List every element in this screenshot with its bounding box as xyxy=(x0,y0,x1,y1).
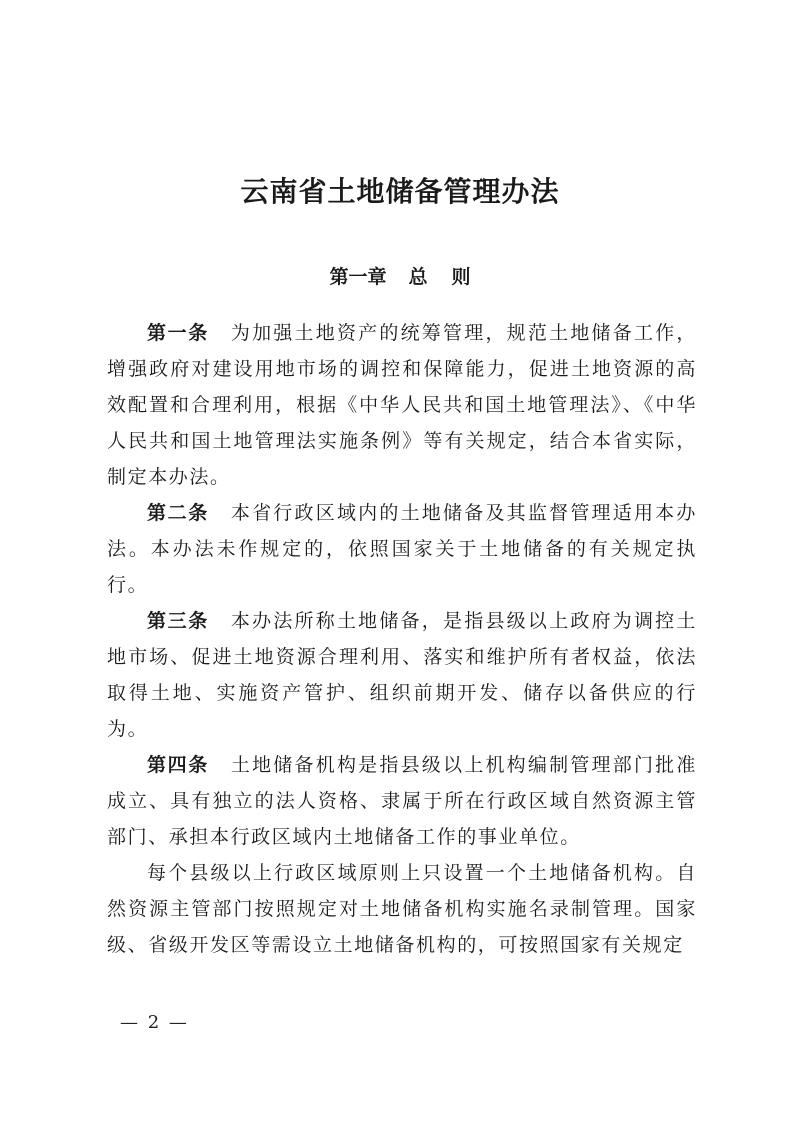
article-2 xyxy=(107,495,697,603)
chapter-heading xyxy=(0,262,800,289)
article-1 xyxy=(107,315,697,495)
document-title: 云南省土地储备管理办法 xyxy=(240,175,560,208)
article-text: 本办法所称土地储备，是指县级以上政府为调控土地市场、促进土地资源合理利用、落实和维护所有者权益，依法取得土地、实施资产管护、组织前期开发、储存以备供应的行为。 xyxy=(107,610,697,740)
article-label: 第二条 xyxy=(147,502,209,524)
chapter-name-part1: 总 xyxy=(408,266,428,288)
article-label: 第一条 xyxy=(147,322,209,344)
article-text: 本省行政区域内的土地储备及其监督管理适用本办法。本办法未作规定的，依照国家关于土地储备的有关规定执行。 xyxy=(107,502,697,596)
article-label: 第三条 xyxy=(147,610,209,632)
article-label: 第四条 xyxy=(147,754,209,776)
page-number: — 2 — xyxy=(120,1012,189,1033)
article-text: 每个县级以上行政区域原则上只设置一个土地储备机构。自然资源主管部门按照规定对土地储备机构实施名录制管理。国家级、省级开发区等需设立土地储备机构的，可按照国家有关规定 xyxy=(107,862,697,956)
article-4-continuation xyxy=(107,855,697,963)
article-text: 土地储备机构是指县级以上机构编制管理部门批准成立、具有独立的法人资格、隶属于所在行政区域自然资源主管部门、承担本行政区域内土地储备工作的事业单位。 xyxy=(107,754,697,848)
chapter-number: 第一章 xyxy=(329,266,387,288)
article-text: 为加强土地资产的统筹管理，规范土地储备工作，增强政府对建设用地市场的调控和保障能力，促进土地资源的高效配置和合理利用，根据《中华人民共和国土地管理法》、《中华人民共和国土地管理法实施条例》等有关规定，结合本省实际，制定本办法。 xyxy=(107,322,697,488)
chapter-name-part2: 则 xyxy=(451,266,471,288)
document-body xyxy=(107,315,697,963)
article-3 xyxy=(107,603,697,747)
article-4 xyxy=(107,747,697,855)
